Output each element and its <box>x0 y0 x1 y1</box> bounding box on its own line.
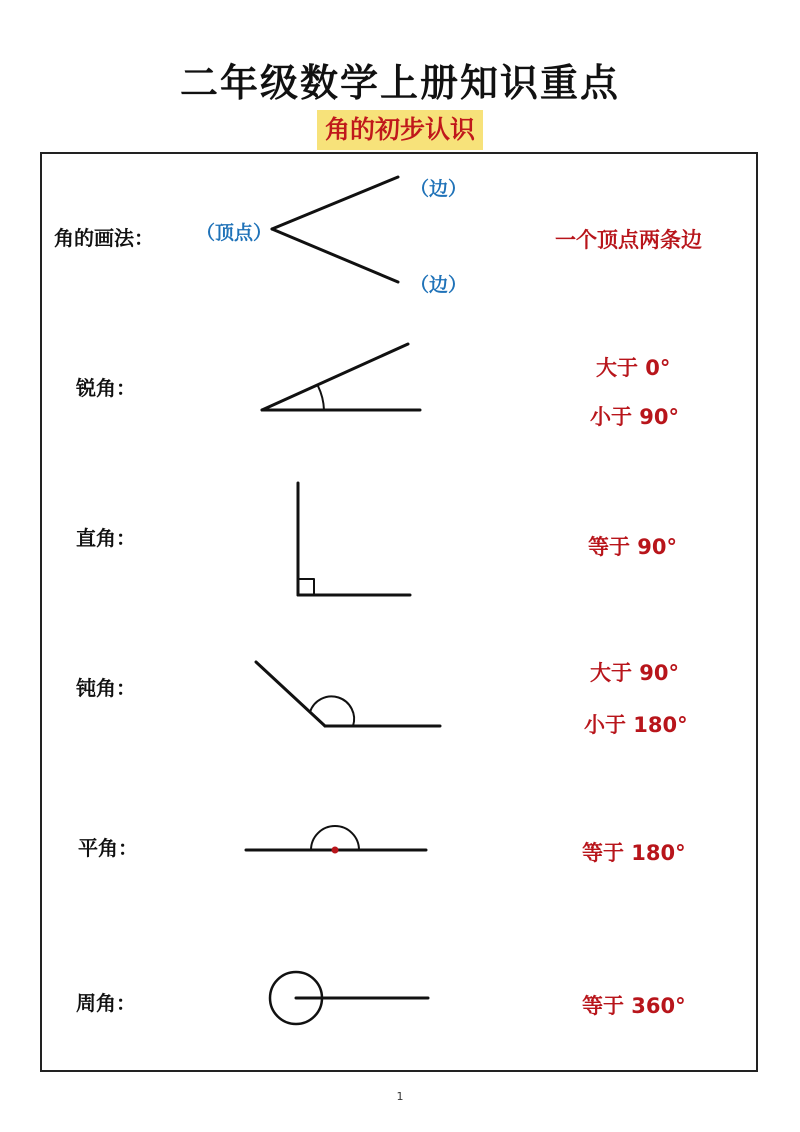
section-subtitle: 角的初步认识 <box>317 110 483 150</box>
drawing-note: 一个顶点两条边 <box>555 228 702 252</box>
acute-angle-label: 锐角： <box>76 376 136 400</box>
obtuse-angle-desc-2: 小于 180° <box>584 713 688 737</box>
right-angle-desc: 等于 90° <box>588 535 678 559</box>
drawing-method-label: 角的画法： <box>54 226 154 250</box>
acute-angle-desc-1: 大于 0° <box>596 356 671 380</box>
acute-angle-desc-2: 小于 90° <box>590 405 680 429</box>
full-angle-desc: 等于 360° <box>582 994 686 1018</box>
full-angle-label: 周角： <box>76 991 136 1015</box>
straight-angle-label: 平角： <box>78 836 138 860</box>
side-label-bottom: （边） <box>410 274 468 296</box>
straight-angle-desc: 等于 180° <box>582 841 686 865</box>
page-number: 1 <box>396 1090 404 1103</box>
page-title: 二年级数学上册知识重点 <box>179 61 620 105</box>
straight-angle-vertex-dot <box>332 847 339 854</box>
drawing-method-figure <box>272 177 398 282</box>
obtuse-angle-label: 钝角： <box>76 676 136 700</box>
vertex-label: （顶点） <box>196 222 273 244</box>
obtuse-angle-figure <box>256 662 440 726</box>
full-angle-figure <box>270 972 428 1024</box>
straight-angle-figure <box>246 826 426 850</box>
right-angle-label: 直角： <box>76 526 136 550</box>
right-angle-figure <box>298 483 410 595</box>
obtuse-angle-desc-1: 大于 90° <box>590 661 680 685</box>
acute-angle-figure <box>262 344 420 410</box>
side-label-top: （边） <box>410 178 468 200</box>
